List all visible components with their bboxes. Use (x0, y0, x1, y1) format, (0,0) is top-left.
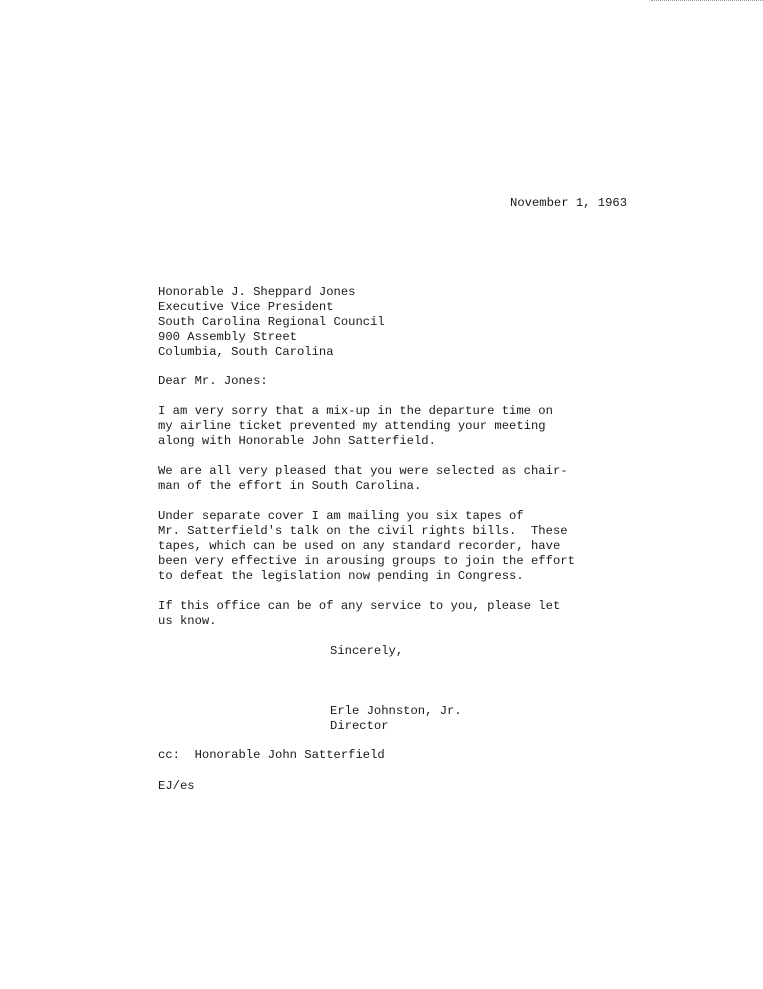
paragraph-line: my airline ticket prevented my attending your meeting (158, 419, 546, 433)
scan-edge-mark (651, 0, 763, 3)
paragraph-line: Mr. Satterfield's talk on the civil rights bills. These (158, 524, 568, 538)
body-paragraph-4 (158, 599, 560, 629)
cc-line: cc: Honorable John Satterfield (158, 748, 385, 762)
paragraph-line: We are all very pleased that you were selected as chair- (158, 464, 568, 478)
paragraph-line: Under separate cover I am mailing you six tapes of (158, 509, 524, 523)
paragraph-line: If this office can be of any service to you, please let (158, 599, 561, 613)
paragraph-line: tapes, which can be used on any standard recorder, have (158, 539, 561, 553)
recipient-line: Columbia, South Carolina (158, 345, 334, 359)
letter-date: November 1, 1963 (510, 196, 628, 210)
paragraph-line: I am very sorry that a mix-up in the departure time on (158, 404, 553, 418)
body-paragraph-2 (158, 464, 568, 494)
typist-initials: EJ/es (158, 779, 195, 793)
recipient-line: South Carolina Regional Council (158, 315, 385, 329)
paragraph-line: us know. (158, 614, 217, 628)
salutation: Dear Mr. Jones: (158, 374, 268, 388)
closing: Sincerely, (330, 644, 404, 658)
recipient-line: Honorable J. Sheppard Jones (158, 285, 356, 299)
paragraph-line: been very effective in arousing groups to join the effort (158, 554, 575, 568)
paragraph-line: to defeat the legislation now pending in Congress. (158, 569, 524, 583)
recipient-line: Executive Vice President (158, 300, 334, 314)
signer-name: Erle Johnston, Jr. (330, 704, 462, 718)
signature-block (330, 704, 462, 734)
body-paragraph-1 (158, 404, 553, 449)
body-paragraph-3 (158, 509, 575, 584)
recipient-line: 900 Assembly Street (158, 330, 297, 344)
paragraph-line: man of the effort in South Carolina. (158, 479, 422, 493)
signer-title: Director (330, 719, 389, 733)
paragraph-line: along with Honorable John Satterfield. (158, 434, 436, 448)
recipient-address (158, 285, 385, 360)
